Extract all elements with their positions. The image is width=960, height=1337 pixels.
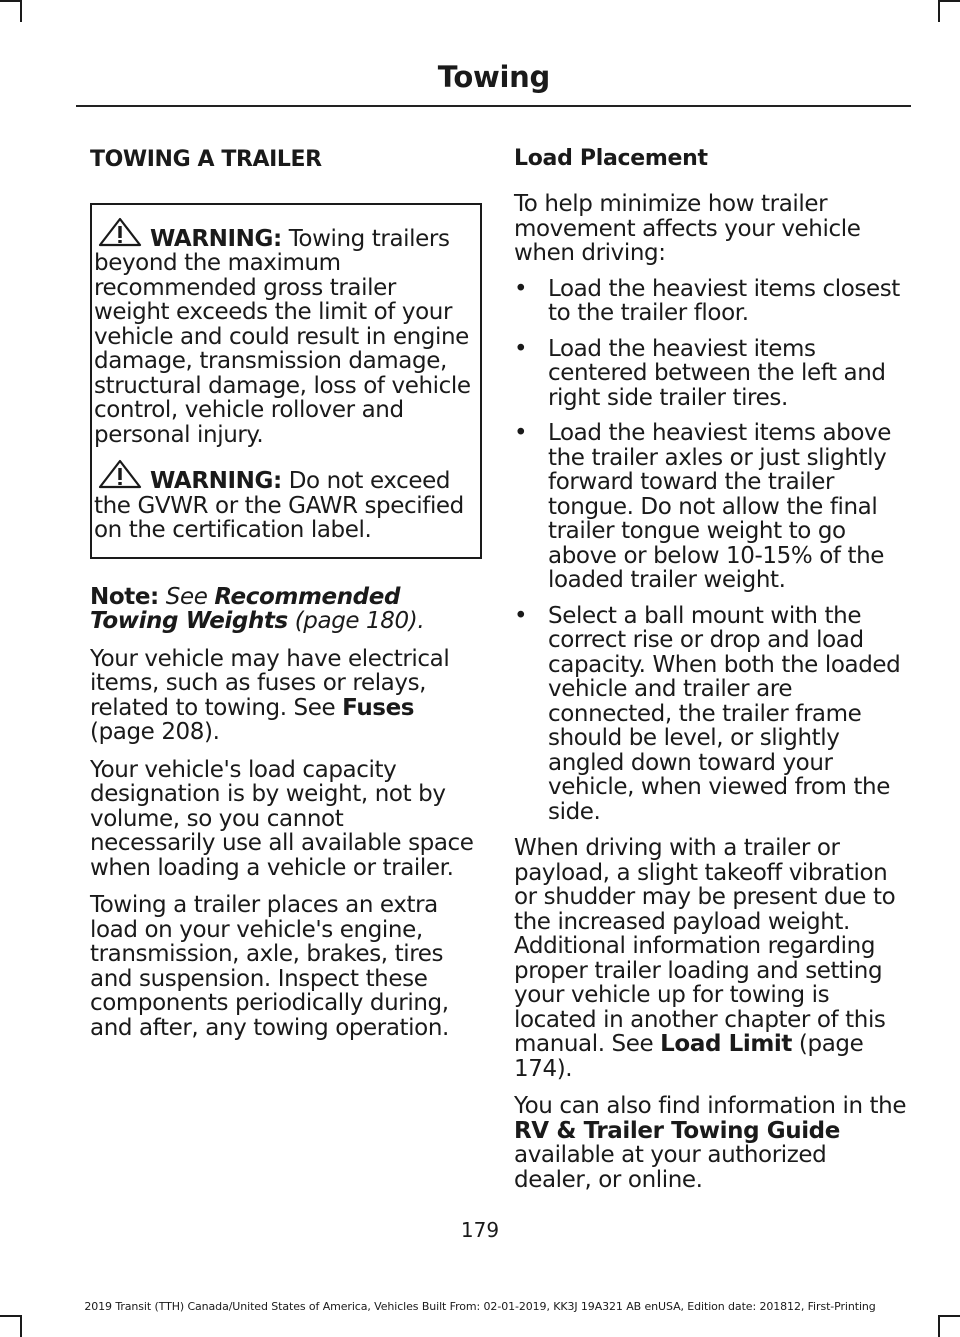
crop-mark xyxy=(0,1315,20,1317)
guide-title: RV & Trailer Towing Guide xyxy=(514,1117,840,1144)
page-reference: (page 174). xyxy=(514,1031,864,1082)
subsection-title: Load Placement xyxy=(514,146,708,171)
cross-reference-link[interactable]: Fuses xyxy=(342,694,415,721)
body-paragraph xyxy=(514,1094,910,1192)
warning-body: Towing trailers beyond the maximum recommended gross trailer weight exceeds the limit of your vehicle and could result in engine damage, transmission damage, structural damage, loss of vehicle control, vehicle rollover and personal injury. xyxy=(94,225,471,448)
body-paragraph xyxy=(90,647,475,745)
warning-body: Do not exceed the GVWR or the GAWR specified on the certification label. xyxy=(94,468,464,543)
page-reference: (page 208). xyxy=(90,719,220,745)
cross-reference-link[interactable]: Recommended Towing Weights xyxy=(90,583,401,634)
warning-label: WARNING: xyxy=(150,225,282,252)
page-reference: (page 180). xyxy=(287,608,425,634)
warning-text xyxy=(94,227,472,448)
list-item: • Load the heaviest items above the trailer axles or just slightly forward toward the trailer tongue. Do not allow the final trailer tongue weight to go above or below 10-15% of the loaded trailer weight. xyxy=(514,421,910,593)
cross-reference-link[interactable]: Load Limit xyxy=(660,1031,793,1057)
warning-text xyxy=(94,469,472,543)
paragraph-text: available at your authorized dealer, or online. xyxy=(514,1142,827,1193)
note-prefix: See xyxy=(158,583,215,610)
crop-mark xyxy=(940,1315,960,1317)
header-divider xyxy=(76,105,911,107)
body-paragraph: Your vehicle's load capacity designation is by weight, not by volume, so you cannot necessarily use all available space when loading a vehicle or trailer. xyxy=(90,756,474,881)
warning-item xyxy=(92,227,472,448)
footer-text: 2019 Transit (TTH) Canada/United States of America, Vehicles Built From: 02-01-2019, KK3J 19A321 AB enUSA, Edition date: 201812, First-Printing xyxy=(84,1300,876,1313)
bullet-list xyxy=(514,277,910,825)
list-item: • Load the heaviest items centered between the left and right side trailer tires. xyxy=(514,337,910,411)
note-label: Note: xyxy=(90,583,159,610)
crop-mark xyxy=(20,0,22,22)
page-number: 179 xyxy=(460,1218,500,1242)
right-column xyxy=(514,143,910,1205)
list-item: • Load the heaviest items closest to the trailer floor. xyxy=(514,277,910,326)
crop-mark xyxy=(940,0,960,2)
crop-mark xyxy=(0,0,20,2)
section-title: TOWING A TRAILER xyxy=(90,147,322,172)
page-header-title: Towing xyxy=(437,60,550,94)
warning-label: WARNING: xyxy=(150,468,282,494)
note-paragraph xyxy=(90,585,475,634)
warning-item xyxy=(92,469,472,543)
paragraph-text: When driving with a trailer or payload, a slight takeoff vibration or shudder may be present due to the increased payload weight. Additional information regarding proper trailer loading and setting your vehicle up for towing is located in another chapter of this manual. See xyxy=(514,835,896,1057)
left-column xyxy=(90,143,475,1053)
paragraph-text: You can also find information in the xyxy=(514,1093,907,1119)
warning-triangle-icon xyxy=(96,217,144,247)
paragraph-text: Your vehicle may have electrical items, such as fuses or relays, related to towing. See xyxy=(90,645,450,721)
list-item: • Select a ball mount with the correct rise or drop and load capacity. When both the loaded vehicle and trailer are connected, the trailer frame should be level, or slightly angled down toward your vehicle, when viewed from the side. xyxy=(514,604,910,825)
crop-mark xyxy=(20,1315,22,1337)
body-paragraph xyxy=(514,836,910,1081)
warning-box xyxy=(90,203,482,559)
body-paragraph: Towing a trailer places an extra load on your vehicle's engine, transmission, axle, brakes, tires and suspension. Inspect these components periodically during, and after, any towing operation. xyxy=(90,892,449,1041)
warning-triangle-icon xyxy=(96,459,144,489)
crop-mark xyxy=(938,0,940,22)
intro-paragraph: To help minimize how trailer movement affects your vehicle when driving: xyxy=(514,191,861,266)
crop-mark xyxy=(938,1315,940,1337)
